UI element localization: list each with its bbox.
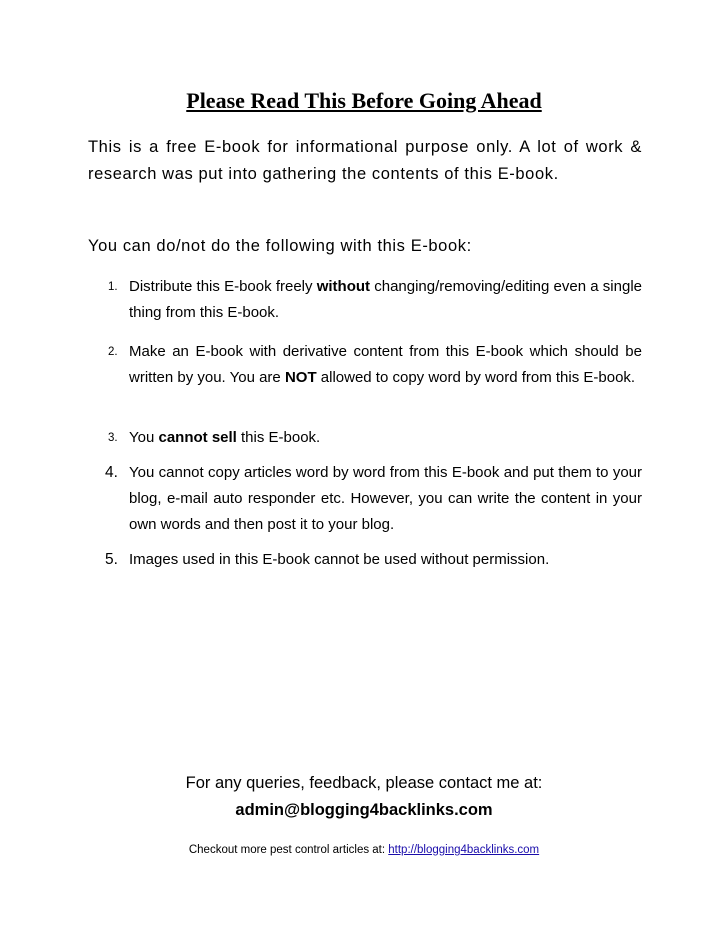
contact-email: admin@blogging4backlinks.com [235,801,493,819]
footer-text: Checkout more pest control articles at: [188,844,389,856]
list-item-number: 3. [108,432,118,444]
list-item-number: 4. [105,464,118,481]
emphasis-text: without [316,278,371,295]
list-item-text: Distribute this E-book freely without changing/removing/editing even a single thing from this E-book. [129,278,642,321]
list-item-number: 5. [105,551,118,568]
page-title: Please Read This Before Going Ahead [186,88,542,113]
emphasis-text: NOT [284,369,317,386]
contact-line: For any queries, feedback, please contact me at: [185,774,543,792]
list-item-number: 1. [108,281,118,293]
footer-note [0,840,728,860]
list-item-text: You cannot sell this E-book. [129,429,321,446]
list-item-text: You cannot copy articles word by word from this E-book and put them to your blog, e-mail auto responder etc. However, you can write the content in your own words and then post it to your blog. [129,464,642,533]
emphasis-text: cannot sell [158,429,237,446]
intro-paragraph: This is a free E-book for informational purpose only. A lot of work & research was put into gathering the contents of this E-book. [88,138,642,183]
footer-link[interactable]: http://blogging4backlinks.com [388,844,540,856]
list-item-number: 2. [108,346,118,358]
list-item-text: Make an E-book with derivative content from this E-book which should be written by you. You are NOT allowed to copy word by word from this E-book. [129,343,642,386]
list-intro: You can do/not do the following with this E-book: [88,237,472,255]
list-item-text: Images used in this E-book cannot be used without permission. [129,551,550,568]
